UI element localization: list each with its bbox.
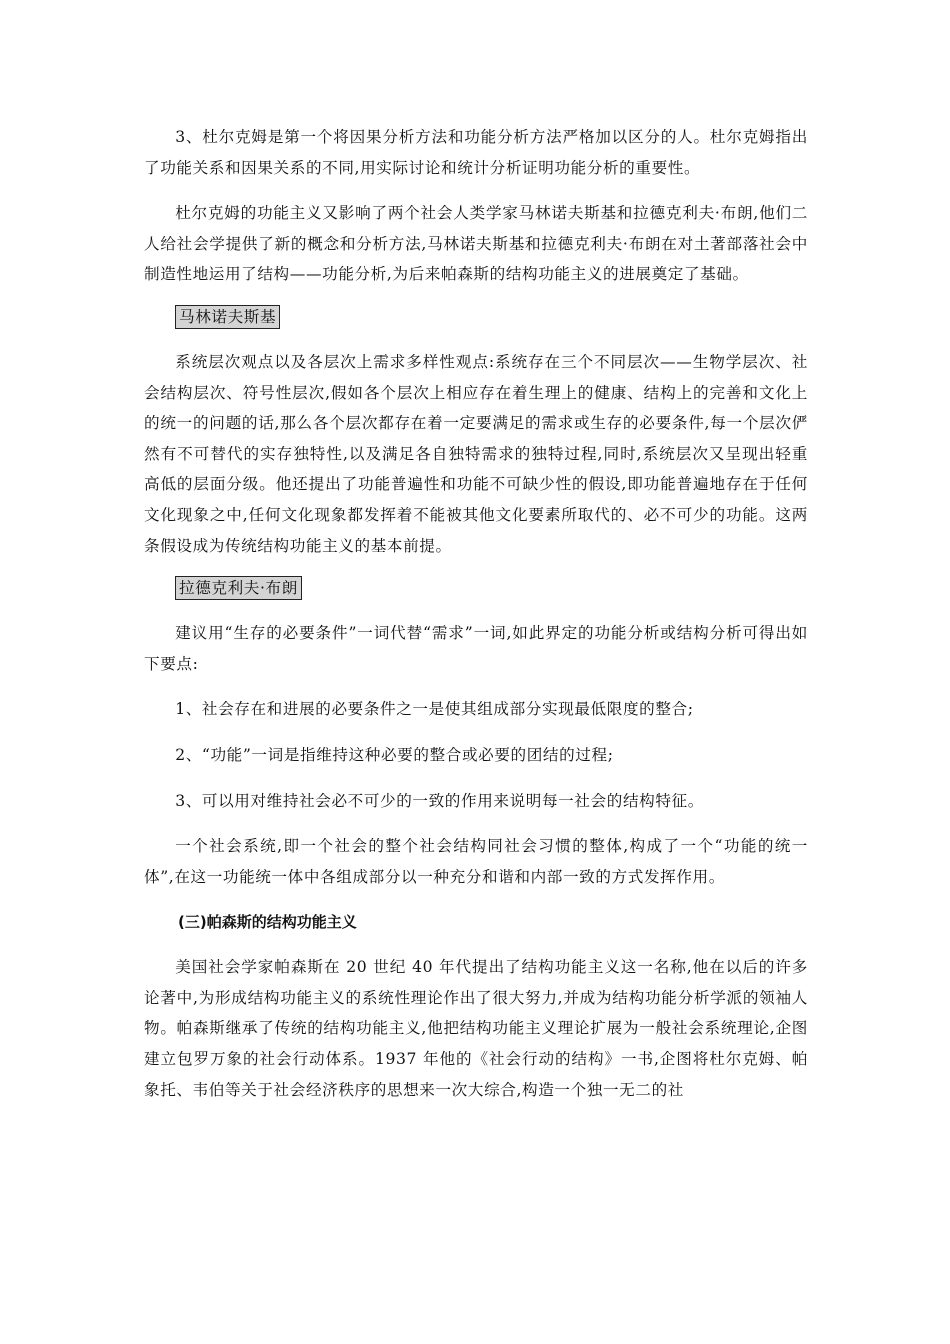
heading-malinowski: 马林诺夫斯基 — [175, 305, 280, 329]
heading-brown-row — [144, 576, 808, 600]
list-item-point-1: 1、社会存在和进展的必要条件之一是使其组成部分实现最低限度的整合; — [175, 700, 694, 719]
list-item-point-3: 3、可以用对维持社会必不可少的一致的作用来说明每一社会的结构特征。 — [175, 791, 704, 810]
heading-malinowski-row — [144, 305, 808, 329]
paragraph-parsons: 美国社会学家帕森斯在 20 世纪 40 年代提出了结构功能主义这一名称,他在以后的许多论著中,为形成结构功能主义的系统性理论作出了很大努力,并成为结构功能分析学派的领袖人物。帕森斯继承了传统的结构功能主义,他把结构功能主义理论扩展为一般社会系统理论,企图建立包罗万象的社会行动体系。1937 年他的《社会行动的结构》一书,企图将杜尔克姆、帕象托、韦伯等关于社会经济秩序的思想来一次大综合,构造一个独一无二的社 — [144, 958, 808, 1099]
paragraph-durkheim-causal: 3、杜尔克姆是第一个将因果分析方法和功能分析方法严格加以区分的人。杜尔克姆指出了功能关系和因果关系的不同,用实际讨论和统计分析证明功能分析的重要性。 — [144, 128, 808, 177]
heading-radcliffe-brown: 拉德克利夫·布朗 — [175, 576, 302, 600]
paragraph-malinowski-system: 系统层次观点以及各层次上需求多样性观点:系统存在三个不同层次——生物学层次、社会结构层次、符号性层次,假如各个层次上相应存在着生理上的健康、结构上的完善和文化上的统一的问题的话,那么各个层次都存在着一定要满足的需求或生存的必要条件,每一个层次俨然有不可替代的实存独特性,以及满足各自独特需求的独特过程,同时,系统层次又呈现出轻重高低的层面分级。他还提出了功能普遍性和功能不可缺少性的假设,即功能普遍地存在于任何文化现象之中,任何文化现象都发挥着不能被其他文化要素所取代的、必不可少的功能。这两条假设成为传统结构功能主义的基本前提。 — [144, 352, 808, 555]
list-item-point-2: 2、“功能”一词是指维持这种必要的整合或必要的团结的过程; — [175, 745, 614, 764]
paragraph-functional-unity: 一个社会系统,即一个社会的整个社会结构同社会习惯的整体,构成了一个“功能的统一体”,在这一功能统一体中各组成部分以一种充分和谐和内部一致的方式发挥作用。 — [144, 837, 808, 886]
document-page — [144, 122, 808, 1105]
section-title-parsons: (三)帕森斯的结构功能主义 — [178, 913, 357, 932]
paragraph-brown-suggestion: 建议用“生存的必要条件”一词代替“需求”一词,如此界定的功能分析或结构分析可得出如下要点: — [144, 624, 808, 673]
paragraph-durkheim-influence: 杜尔克姆的功能主义又影响了两个社会人类学家马林诺夫斯基和拉德克利夫·布朗,他们二人给社会学提供了新的概念和分析方法,马林诺夫斯基和拉德克利夫·布朗在对土著部落社会中制造性地运用了结构——功能分析,为后来帕森斯的结构功能主义的进展奠定了基础。 — [144, 204, 808, 284]
